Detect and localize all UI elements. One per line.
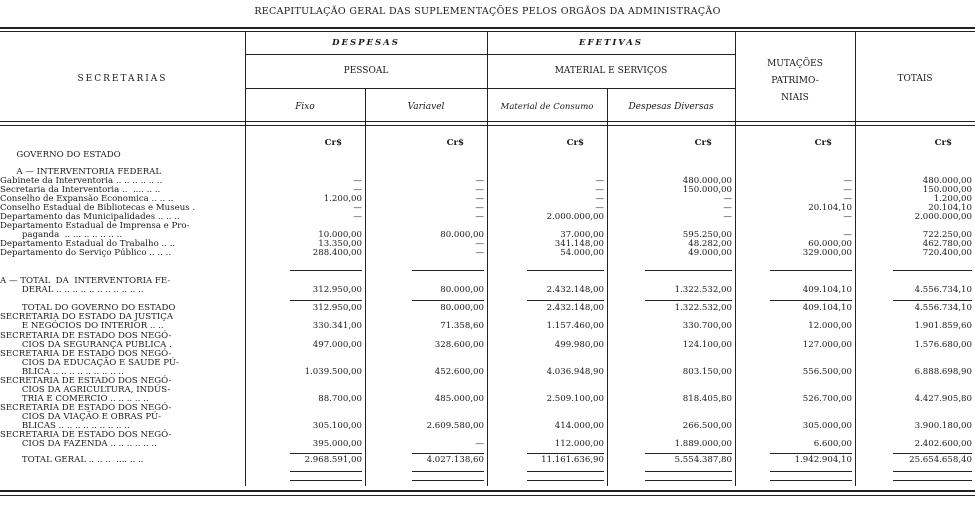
mutacoes-line: MUTAÇÕES xyxy=(767,59,823,69)
currency-label xyxy=(0,139,975,148)
cell-value: 4.556.734,10 xyxy=(914,285,972,295)
cell-value: 2.432.148,00 xyxy=(546,285,604,295)
cell-value: 4.427.905,80 xyxy=(914,394,972,404)
cell-value: 288.400,00 xyxy=(312,248,362,258)
cell-value: 462.780,00 xyxy=(922,239,972,249)
header-material-consumo: Material de Consumo xyxy=(500,102,594,112)
cell-value: 2.432.148,00 xyxy=(546,303,604,313)
header-mid-rule xyxy=(245,54,735,55)
cell-value: 3.900.180,00 xyxy=(914,421,972,431)
cell-value: 452.600,00 xyxy=(434,367,484,377)
bottom-rule xyxy=(0,490,975,492)
table-row xyxy=(0,404,975,431)
header-secretarias: SECRETARIAS xyxy=(77,74,168,84)
row-label xyxy=(0,431,240,449)
cell-value: — xyxy=(843,212,852,222)
cell-value: 25.654.658,40 xyxy=(909,455,972,465)
row-label-line: CIOS DA SEGURANÇA PUBLICA . xyxy=(0,340,172,350)
row-label-line: CIOS DA AGRICULTURA, INDÚS- xyxy=(0,385,171,395)
sum-rule xyxy=(527,453,604,454)
cell-value: 1.157.460,00 xyxy=(546,321,604,331)
row-label-line: SECRETARIA DE ESTADO DOS NEGÓ- xyxy=(0,349,172,359)
cell-value: 526.700,00 xyxy=(802,394,852,404)
currency-text: Cr$ xyxy=(814,138,832,148)
cell-value: 2.609.580,00 xyxy=(426,421,484,431)
sum-rule xyxy=(770,471,852,472)
cell-value: 150.000,00 xyxy=(922,185,972,195)
row-label-line: SECRETARIA DO ESTADO DA JUSTIÇA xyxy=(0,312,174,322)
row-label xyxy=(0,249,240,258)
cell-value: 720.400,00 xyxy=(922,248,972,258)
cell-value: 2.509.100,00 xyxy=(546,394,604,404)
sum-rule xyxy=(645,300,732,301)
cell-value: 499.980,00 xyxy=(554,340,604,350)
cell-value: 1.576.680,00 xyxy=(914,340,972,350)
cell-value: 88.700,00 xyxy=(318,394,362,404)
cell-value: 312.950,00 xyxy=(312,303,362,313)
cell-value: 1.901.859,60 xyxy=(914,321,972,331)
cell-value: 2.000.000,00 xyxy=(546,212,604,222)
sum-rule xyxy=(770,480,852,481)
cell-value: — xyxy=(723,194,732,204)
cell-value: — xyxy=(595,203,604,213)
cell-value: — xyxy=(475,185,484,195)
sum-rule xyxy=(893,270,972,271)
cell-value: 127.000,00 xyxy=(802,340,852,350)
cell-value: 595.250,00 xyxy=(682,230,732,240)
table-row xyxy=(0,277,975,295)
cell-value: 12.000,00 xyxy=(808,321,852,331)
header-sub-rule xyxy=(245,88,735,89)
cell-value: 803.150,00 xyxy=(682,367,732,377)
row-label-line: CIOS DA VIAÇÃO E OBRAS PÚ- xyxy=(0,412,161,422)
cell-value: — xyxy=(723,212,732,222)
cell-value: 150.000,00 xyxy=(682,185,732,195)
sum-rule xyxy=(893,471,972,472)
cell-value: — xyxy=(843,194,852,204)
sum-rule xyxy=(412,300,484,301)
row-label-line: TOTAL GERAL .. .. .. .... .. .. xyxy=(0,455,144,465)
bottom-rule-2 xyxy=(0,495,975,496)
cell-value: 2.968.591,00 xyxy=(304,455,362,465)
sum-rule xyxy=(770,300,852,301)
cell-value: 4.556.734,10 xyxy=(914,303,972,313)
row-label-line: GOVERNO DO ESTADO xyxy=(0,150,121,160)
cell-value: 80.000,00 xyxy=(440,230,484,240)
sum-rule xyxy=(290,471,362,472)
sum-rule xyxy=(770,270,852,271)
cell-value: 6.600,00 xyxy=(813,439,852,449)
cell-value: 1.889.000,00 xyxy=(674,439,732,449)
sum-rule xyxy=(645,270,732,271)
row-label-line: TOTAL DO GOVERNO DO ESTADO xyxy=(0,303,176,313)
cell-value: 4.036.948,90 xyxy=(546,367,604,377)
row-label-line: BLICAS .. .. .. .. .. .. .. .. .. xyxy=(0,421,130,431)
cell-value: 330.341,00 xyxy=(312,321,362,331)
cell-value: — xyxy=(843,176,852,186)
cell-value: 818.405,80 xyxy=(682,394,732,404)
sum-rule xyxy=(290,453,362,454)
row-label-line: DERAL .. .. .. .. .. .. .. .. .. .. .. xyxy=(0,285,144,295)
table-row xyxy=(0,332,975,350)
row-label-line: A — TOTAL DA INTERVENTORIA FE- xyxy=(0,276,171,286)
cell-value: — xyxy=(353,176,362,186)
cell-value: — xyxy=(353,185,362,195)
row-label xyxy=(0,377,240,404)
cell-value: — xyxy=(595,194,604,204)
cell-value: 409.104,10 xyxy=(802,285,852,295)
sum-rule xyxy=(527,270,604,271)
table-row xyxy=(0,456,975,465)
cell-value: 1.200,00 xyxy=(323,194,362,204)
cell-value: 328.600,00 xyxy=(434,340,484,350)
cell-value: 6.888.698,90 xyxy=(914,367,972,377)
cell-value: — xyxy=(475,212,484,222)
header-pessoal: PESSOAL xyxy=(343,66,389,76)
row-label-line: Secretaria da Interventoria .. .... .. .. xyxy=(0,185,161,195)
cell-value: 13.350,00 xyxy=(318,239,362,249)
header-efetivas: EFETIVAS xyxy=(579,38,643,48)
row-label-line: CIOS DA FAZENDA .. .. .. .. .. .. xyxy=(0,439,157,449)
cell-value: 480.000,00 xyxy=(922,176,972,186)
row-label xyxy=(0,151,240,160)
cell-value: 722.250,00 xyxy=(922,230,972,240)
sum-rule xyxy=(527,300,604,301)
sum-rule xyxy=(412,471,484,472)
header-despesas: DESPESAS xyxy=(332,38,400,48)
table-row xyxy=(0,350,975,377)
row-label-line: paganda .. ... .. .. .. .. .. xyxy=(0,230,123,240)
cell-value: — xyxy=(353,203,362,213)
sum-rule xyxy=(290,270,362,271)
sum-rule xyxy=(893,300,972,301)
row-label-line: Conselho Estadual de Bibliotecas e Museus . xyxy=(0,203,196,213)
cell-value: — xyxy=(843,230,852,240)
cell-value: 71.358,60 xyxy=(440,321,484,331)
sum-rule xyxy=(527,480,604,481)
sum-rule xyxy=(412,453,484,454)
cell-value: 330.700,00 xyxy=(682,321,732,331)
cell-value: 10.000,00 xyxy=(318,230,362,240)
table-row xyxy=(0,151,975,160)
cell-value: 49.000,00 xyxy=(688,248,732,258)
cell-value: 124.100,00 xyxy=(682,340,732,350)
cell-value: 1.942.904,10 xyxy=(794,455,852,465)
header-despesas-diversas: Despesas Diversas xyxy=(628,102,714,112)
cell-value: 2.000.000,00 xyxy=(914,212,972,222)
cell-value: 305.000,00 xyxy=(802,421,852,431)
row-label-line: SECRETARIA DE ESTADO DOS NEGÓ- xyxy=(0,430,172,440)
cell-value: — xyxy=(475,239,484,249)
cell-value: 485.000,00 xyxy=(434,394,484,404)
row-label-line: CIOS DA EDUCAÇÃO E SAUDE PÚ- xyxy=(0,358,179,368)
cell-value: 1.322.532,00 xyxy=(674,303,732,313)
cell-value: 341.148,00 xyxy=(554,239,604,249)
row-label-line: Departamento das Municipalidades .. .. .. xyxy=(0,212,180,222)
mutacoes-line: PATRIMO- xyxy=(771,76,819,86)
table-row xyxy=(0,222,975,240)
cell-value: 80.000,00 xyxy=(440,303,484,313)
cell-value: 266.500,00 xyxy=(682,421,732,431)
sum-rule xyxy=(412,270,484,271)
row-label xyxy=(0,456,240,465)
cell-value: 305.100,00 xyxy=(312,421,362,431)
cell-value: 4.027.138,60 xyxy=(426,455,484,465)
mutacoes-line: NIAIS xyxy=(781,93,809,103)
cell-value: 312.950,00 xyxy=(312,285,362,295)
table-row xyxy=(0,249,975,258)
cell-value: — xyxy=(595,176,604,186)
sum-rule xyxy=(893,453,972,454)
row-label-line: A — INTERVENTORIA FEDERAL xyxy=(0,167,162,177)
sum-rule xyxy=(645,480,732,481)
table-row xyxy=(0,431,975,449)
cell-value: 54.000,00 xyxy=(560,248,604,258)
cell-value: 20.104,10 xyxy=(808,203,852,213)
cell-value: 1.200,00 xyxy=(933,194,972,204)
header-totais: TOTAIS xyxy=(897,74,933,84)
row-label xyxy=(0,332,240,350)
row-label xyxy=(0,277,240,295)
header-material-servicos: MATERIAL E SERVIÇOS xyxy=(554,66,668,76)
header-variavel: Variavel xyxy=(407,102,445,112)
cell-value: 37.000,00 xyxy=(560,230,604,240)
cell-value: 409.104,10 xyxy=(802,303,852,313)
table-row xyxy=(0,313,975,331)
cell-value: — xyxy=(723,203,732,213)
row-label-line: SECRETARIA DE ESTADO DOS NEGÓ- xyxy=(0,403,172,413)
row-label xyxy=(0,404,240,431)
currency-text: Cr$ xyxy=(566,138,584,148)
row-label-line: Departamento do Serviço Público .. .. .. xyxy=(0,248,172,258)
sum-rule xyxy=(645,471,732,472)
cell-value: 48.282,00 xyxy=(688,239,732,249)
cell-value: 11.161.636,90 xyxy=(541,455,604,465)
sum-rule xyxy=(290,480,362,481)
cell-value: — xyxy=(843,185,852,195)
row-label-line: Departamento Estadual de Imprensa e Pro- xyxy=(0,221,190,231)
cell-value: — xyxy=(475,194,484,204)
currency-text: Cr$ xyxy=(694,138,712,148)
sum-rule xyxy=(290,300,362,301)
cell-value: — xyxy=(475,176,484,186)
cell-value: 395.000,00 xyxy=(312,439,362,449)
cell-value: 414.000,00 xyxy=(554,421,604,431)
sum-rule xyxy=(893,480,972,481)
cell-value: — xyxy=(475,248,484,258)
header-fixo: Fixo xyxy=(295,102,315,112)
row-label-line: BLICA .. .. .. .. .. .. .. .. .. xyxy=(0,367,124,377)
row-label-line: Departamento Estadual do Trabalho .. .. xyxy=(0,239,176,249)
header-mutacoes xyxy=(735,56,855,107)
sum-rule xyxy=(770,453,852,454)
sum-rule xyxy=(645,453,732,454)
cell-value: — xyxy=(595,185,604,195)
row-label-line: SECRETARIA DE ESTADO DOS NEGÓ- xyxy=(0,331,172,341)
cell-value: 60.000,00 xyxy=(808,239,852,249)
cell-value: — xyxy=(475,439,484,449)
cell-value: 1.322.532,00 xyxy=(674,285,732,295)
cell-value: 556.500,00 xyxy=(802,367,852,377)
cell-value: 480.000,00 xyxy=(682,176,732,186)
cell-value: 497.000,00 xyxy=(312,340,362,350)
currency-text: Cr$ xyxy=(934,138,952,148)
row-label xyxy=(0,350,240,377)
row-label-line: SECRETARIA DE ESTADO DOS NEGÓ- xyxy=(0,376,172,386)
row-label-line: Conselho de Expansão Economica .. .. .. xyxy=(0,194,174,204)
cell-value: — xyxy=(475,203,484,213)
top-rule xyxy=(0,27,975,29)
cell-value: — xyxy=(353,212,362,222)
currency-text: Cr$ xyxy=(324,138,342,148)
row-label-line: TRIA E COMERCIO .. .. .. .. .. xyxy=(0,394,149,404)
table-row xyxy=(0,377,975,404)
row-label-line: E NEGÓCIOS DO INTERIOR .. .. xyxy=(0,321,164,331)
document-title: RECAPITULAÇÃO GERAL DAS SUPLEMENTAÇÕES PELOS ORGÃOS DA ADMINISTRAÇÃO xyxy=(254,6,721,17)
sum-rule xyxy=(412,480,484,481)
cell-value: 112.000,00 xyxy=(554,439,604,449)
sum-rule xyxy=(527,471,604,472)
cell-value: 80.000,00 xyxy=(440,285,484,295)
row-label xyxy=(0,222,240,240)
cell-value: 1.039.500,00 xyxy=(304,367,362,377)
cell-value: 5.554.387,80 xyxy=(674,455,732,465)
currency-text: Cr$ xyxy=(446,138,464,148)
cell-value: 2.402.600,00 xyxy=(914,439,972,449)
row-label xyxy=(0,313,240,331)
cell-value: 329.000,00 xyxy=(802,248,852,258)
cell-value: 20.104,10 xyxy=(928,203,972,213)
row-label-line: Gabinete da Interventoria .. .. .. .. .. .. xyxy=(0,176,163,186)
